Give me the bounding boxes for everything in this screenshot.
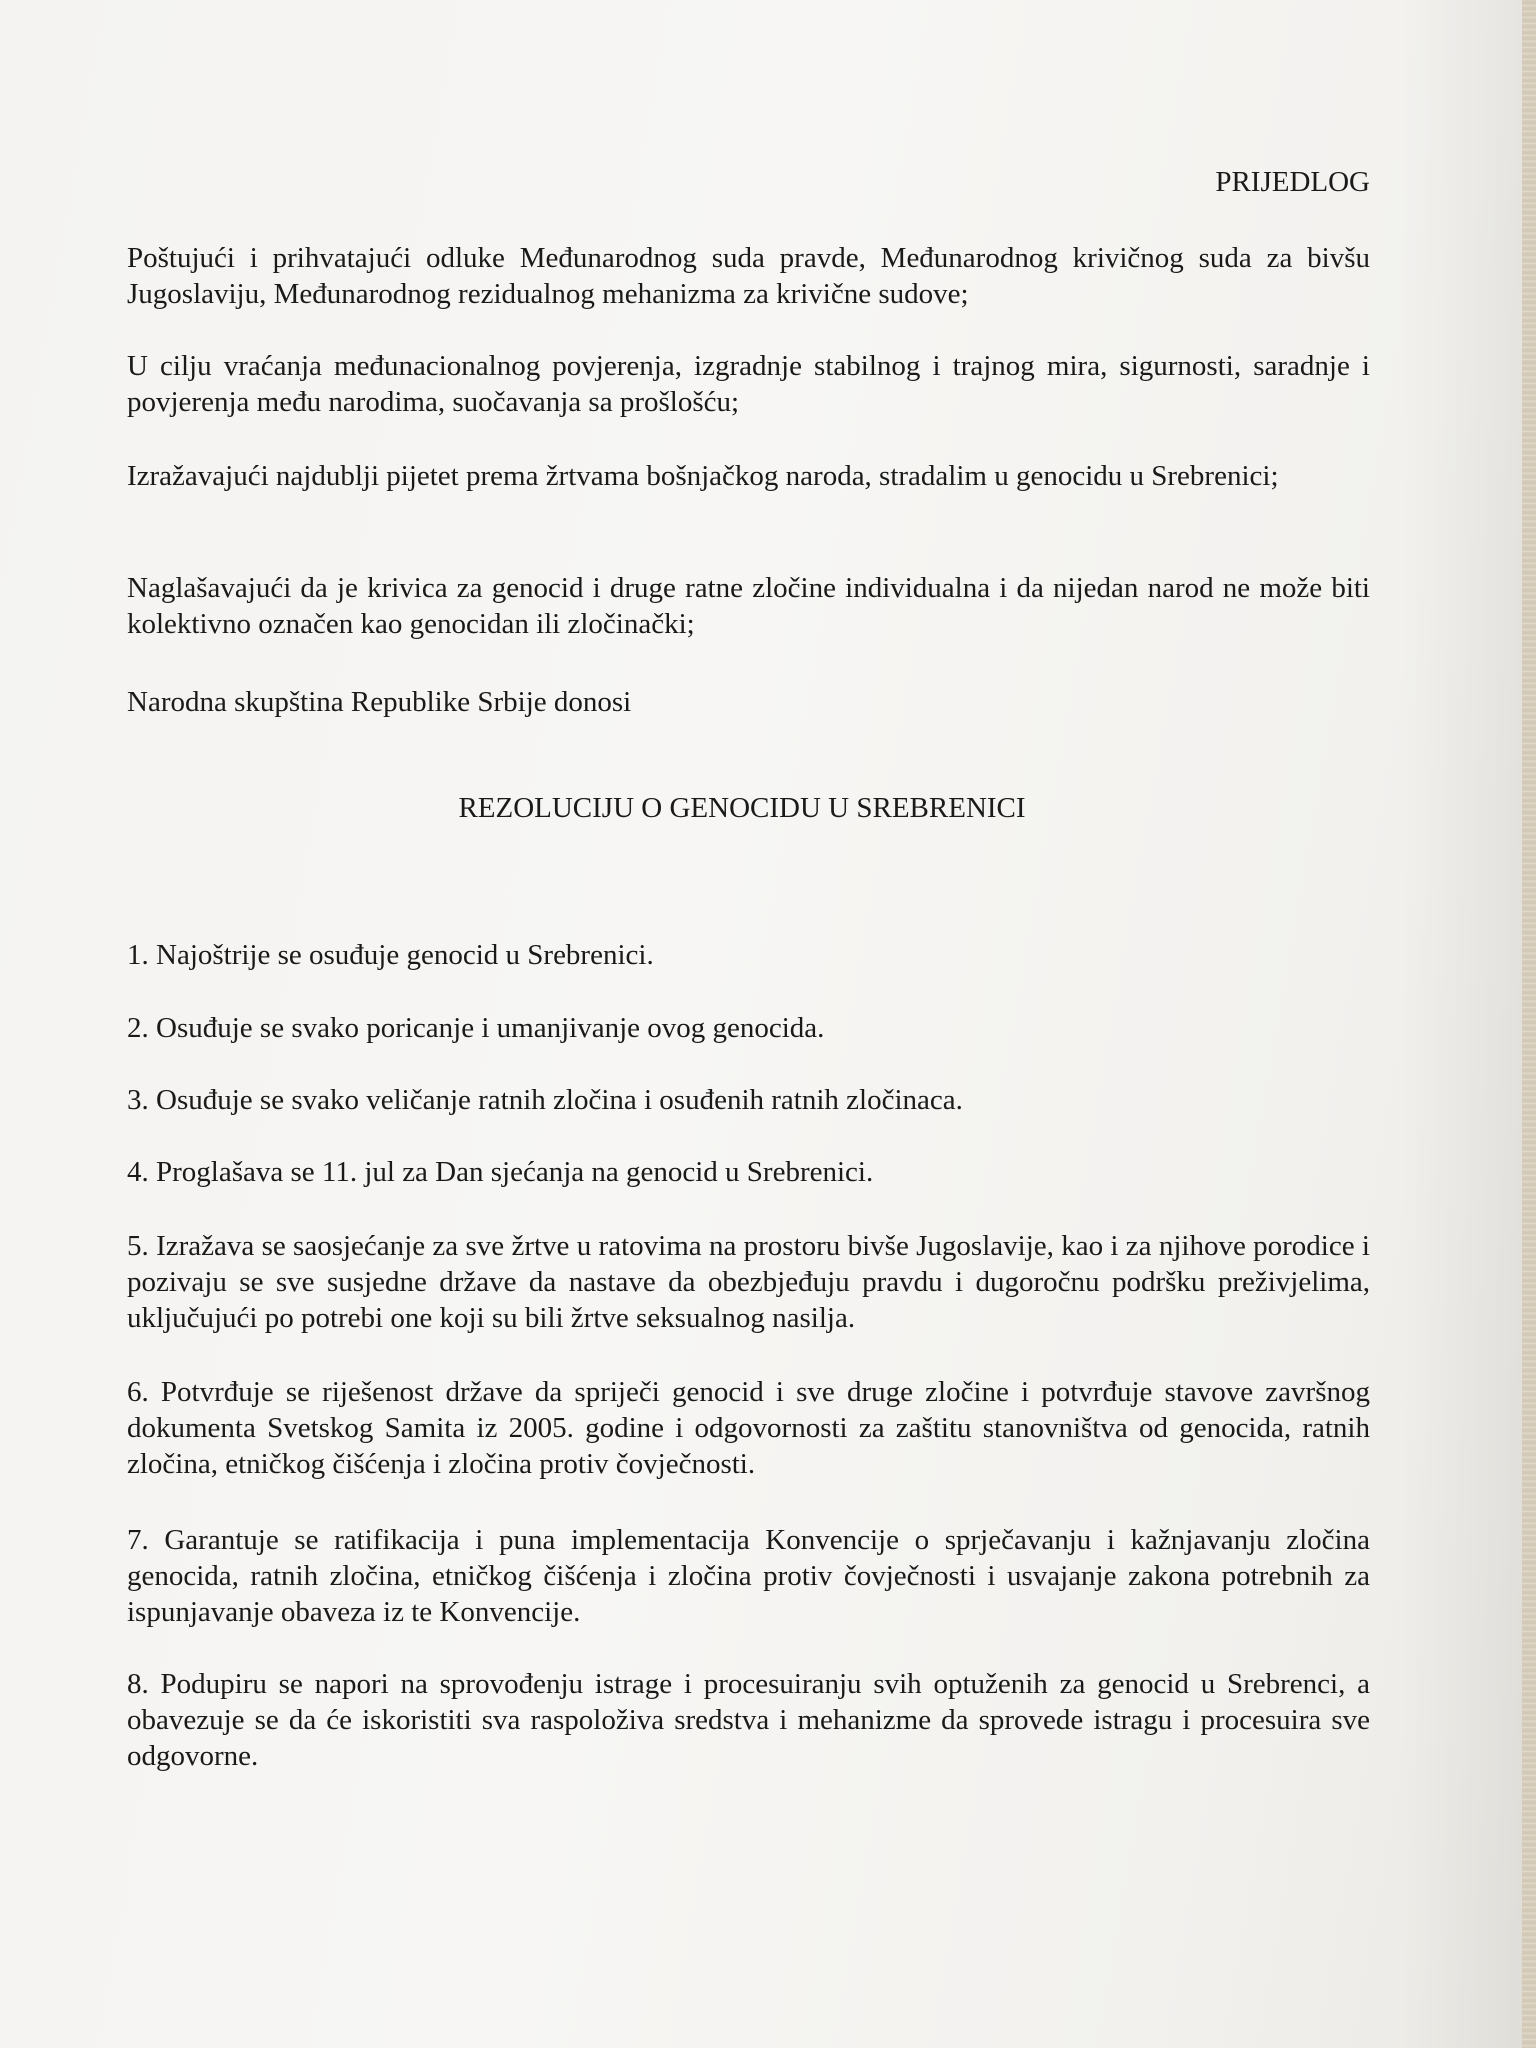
- preamble-paragraph-5: Narodna skupština Republike Srbije donosi: [127, 686, 632, 718]
- paper-stack-edge: [1522, 0, 1536, 2048]
- resolution-item-1: 1. Najoštrije se osuđuje genocid u Srebrenici.: [127, 939, 654, 971]
- document-label: PRIJEDLOG: [1215, 166, 1370, 198]
- resolution-item-6: 6. Potvrđuje se riješenost države da spriječi genocid i sve druge zločine i potvrđuje stavove završnog dokumenta Svetskog Samita iz 2005. godine i odgovornosti za zaštitu stanovništva od genocida, ratnih zločina, etničkog čišćenja i zločina protiv čovječnosti.: [127, 1376, 1370, 1480]
- resolution-item-4: 4. Proglašava se 11. jul za Dan sjećanja na genocid u Srebrenici.: [127, 1156, 874, 1188]
- document-title: REZOLUCIJU O GENOCIDU U SREBRENICI: [458, 792, 1026, 824]
- preamble-paragraph-4: Naglašavajući da je krivica za genocid i druge ratne zločine individualna i da nijedan narod ne može biti kolektivno označen kao genocidan ili zločinački;: [127, 572, 1370, 640]
- resolution-item-7: 7. Garantuje se ratifikacija i puna implementacija Konvencije o sprječavanju i kažnjavanju zločina genocida, ratnih zločina, etničkog čišćenja i zločina protiv čovječnosti i usvajanje zakona potrebnih za ispunjavanje obaveza iz te Konvencije.: [127, 1524, 1370, 1628]
- preamble-paragraph-2: U cilju vraćanja međunacionalnog povjerenja, izgradnje stabilnog i trajnog mira, sigurnosti, saradnje i povjerenja među narodima, suočavanja sa prošlošću;: [127, 350, 1370, 418]
- resolution-item-5: 5. Izražava se saosjećanje za sve žrtve u ratovima na prostoru bivše Jugoslavije, kao i za njihove porodice i pozivaju se sve susjedne države da nastave da obezbjeđuju pravdu i dugoročnu podršku preživjelima, uključujući po potrebi one koji su bili žrtve seksualnog nasilja.: [127, 1230, 1370, 1334]
- preamble-paragraph-1: Poštujući i prihvatajući odluke Međunarodnog suda pravde, Međunarodnog krivičnog suda za bivšu Jugoslaviju, Međunarodnog rezidualnog mehanizma za krivične sudove;: [127, 242, 1370, 310]
- resolution-item-3: 3. Osuđuje se svako veličanje ratnih zločina i osuđenih ratnih zločinaca.: [127, 1084, 963, 1116]
- preamble-paragraph-3: Izražavajući najdublji pijetet prema žrtvama bošnjačkog naroda, stradalim u genocidu u Srebrenici;: [127, 460, 1279, 492]
- resolution-item-2: 2. Osuđuje se svako poricanje i umanjivanje ovog genocida.: [127, 1012, 825, 1044]
- resolution-item-8: 8. Podupiru se napori na sprovođenju istrage i procesuiranju svih optuženih za genocid u Srebrenci, a obavezuje se da će iskoristiti sva raspoloživa sredstva i mehanizme da sprovede istragu i procesuira sve odgovorne.: [127, 1668, 1370, 1772]
- page-shading: [1400, 0, 1522, 2048]
